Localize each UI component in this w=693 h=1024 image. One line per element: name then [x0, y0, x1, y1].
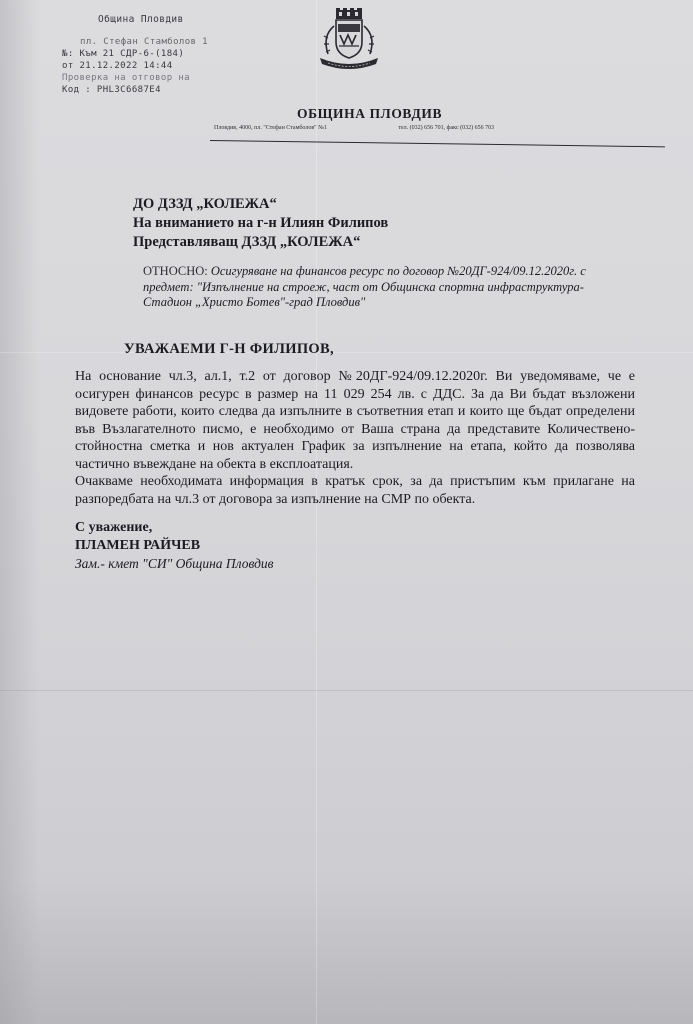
plovdiv-coat-of-arms-icon — [314, 8, 384, 72]
subject-label: ОТНОСНО: — [143, 264, 211, 278]
salutation: УВАЖАЕМИ Г-Н ФИЛИПОВ, — [124, 341, 334, 357]
paper-fold-vertical — [316, 0, 317, 1024]
stamp-line: Проверка на отговор на — [62, 73, 191, 83]
paper-shadow-bottom — [0, 880, 693, 1024]
municipality-address-line — [214, 125, 494, 131]
addressee-line: На вниманието на г-н Илиян Филипов — [133, 215, 389, 231]
signatory-name: ПЛАМЕН РАЙЧЕВ — [75, 538, 201, 553]
body-paragraph: На основание чл.3, ал.1, т.2 от договор №20ДГ-924/09.12.2020г. Ви уведомяваме, че е осигурен финансов ресурс в размер на 11 029 254 лв. с ДДС. За да Ви бъдат възложени видовете работи, които следва да изпълните в съответния етап и които ще бъдат определени във Възлагателното писмо, е необходимо от Ваша страна да представите Количествено-стойностна сметка и нов актуален График за изпълнение на етапа, който да позволява частично въвеждане на обекта в експлоатация. — [75, 369, 635, 472]
addressee-block — [133, 195, 388, 252]
registration-stamp — [62, 14, 208, 96]
stamp-line: №: Към 21 СДР-6-(184) — [62, 49, 185, 59]
body-paragraph: Очакваме необходимата информация в кратък срок, за да пристъпим към прилагане на разпоредбата на чл.3 от договора за изпълнение на СМР по обекта. — [75, 474, 635, 507]
municipality-phones: тел. (032) 656 701, факс (032) 656 703 — [398, 125, 495, 131]
closing: С уважение, — [75, 520, 153, 535]
stamp-line: Община Пловдив — [98, 14, 184, 25]
paper-fold-horizontal-lower — [0, 690, 693, 691]
municipality-address: Пловдив, 4000, пл. "Стефан Стамболов" №1 — [214, 125, 327, 131]
addressee-line: Представляващ ДЗЗД „КОЛЕЖА“ — [133, 234, 361, 250]
letterhead-divider — [210, 140, 665, 147]
paper-shadow-left — [0, 0, 40, 1024]
paper-fold-horizontal — [0, 352, 693, 353]
municipality-name: ОБЩИНА ПЛОВДИВ — [297, 106, 443, 121]
signatory-title: Зам.- кмет "СИ" Община Пловдив — [75, 556, 274, 571]
subject-text: Осигуряване на финансов ресурс по договор №20ДГ-924/09.12.2020г. с предмет: "Изпълнение на строеж, част от Общинска спортна инфраструктура- Стадион „Христо Ботев"-град Пловдив" — [143, 264, 586, 309]
stamp-line: от 21.12.2022 14:44 — [62, 61, 173, 71]
addressee-line: ДО ДЗЗД „КОЛЕЖА“ — [133, 196, 277, 212]
stamp-line: Код : PHL3C6687E4 — [62, 85, 161, 95]
stamp-line: пл. Стефан Стамболов 1 — [80, 37, 209, 47]
signature-block — [75, 519, 274, 573]
letter-body — [75, 368, 635, 508]
subject-block — [143, 264, 635, 311]
